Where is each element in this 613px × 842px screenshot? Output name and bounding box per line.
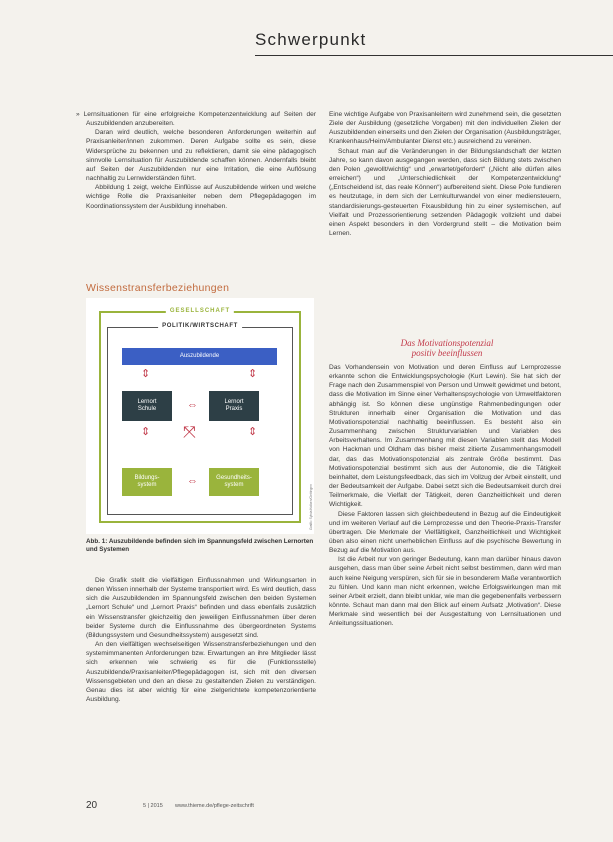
right-top-paragraph-1: Eine wichtige Aufgabe von Praxisanleitern wird zunehmend sein, die gesetzten Ziele der Ausbildung (gesetzliche Vorgaben) mit den individuellen Zielen der Auszubildenden einerseits und den Zielen der Organisation (Ausbildungsträger, Krankenhaus/Heim/Ambulanter Dienst etc.) ausreichend zu vereinen. (329, 111, 561, 146)
practice-label-line-1: Lernort (224, 398, 244, 405)
arrow-horizontal-middle: ⇔ (187, 399, 198, 411)
politics-economy-label: POLITIK/WIRTSCHAFT (158, 323, 242, 329)
arrow-right-vertical-top: ⇕ (248, 368, 258, 380)
left-bottom-paragraph-2: An den vielfältigen wechselseitigen Wissenstransferbeziehungen und den systemimmanenten Anforderungen bzw. Erwartungen an ihre Mitglieder lässt sich erkennen wie schwierig es für die (Funktionsstelle) Auszubildende/Praxisanleiter/Pflegepädagogen ist, sich mit den diversen Wissensgebieten und den an diese zu gestaltenden Zielen zu verständigen. Genau dies ist aber wichtig für eine zielgerichtete kompetenzorientierte Ausbildung. (86, 641, 316, 704)
figure (86, 298, 314, 534)
arrow-left-vertical-bottom: ⇕ (141, 426, 151, 438)
school-label-line-1: Lernort (137, 398, 157, 405)
right-bottom-paragraph-2: Diese Faktoren lassen sich gleichbedeutend in Bezug auf die Eindeutigkeit und im weiteren Verlauf auf die Lernprozesse und den Theorie-Praxis-Transfer übertragen. Die Merkmale der Vielfältigkeit, Ganzheitlichkeit und Wichtigkeit üben also einen nicht unerheblichen Einfluss auf die psychische Bewertung in Bezug auf die Motivation aus. (329, 510, 561, 555)
issue-number: 5 | 2015 (143, 803, 163, 809)
figure-caption: Abb. 1: Auszubildende befinden sich im Spannungsfeld zwischen Lernorten und Systemen (86, 538, 314, 553)
right-bottom-paragraph-3: Ist die Arbeit nur von geringer Bedeutung, kann man darüber hinaus davon ausgehen, dass man über seine Arbeit nicht selbst bestimmen, dann wird man auch keine Neigung verspüren, sich für sie in besonderem Maße verantwortlich zu fühlen. Und kann man nicht erkennen, welche Erfolgswirkungen man mit seiner Arbeit erzielt, dann bleibt unklar, wie man die gegebenenfalls verbessern könnte. Schaut man dann mal den Blick auf einem Aufsatz „Motivation“. Diese Merkmale sind wesentlich bei der Ausgestaltung von Lernsituationen und Anleitungssituationen. (329, 556, 561, 628)
practice-label-line-2: Praxis (225, 406, 243, 412)
arrow-horizontal-bottom: ⇔ (187, 475, 198, 487)
subheading-line-2: positiv beeinflussen (411, 348, 483, 358)
bullet-arrow-icon: » (76, 111, 84, 118)
section-heading: Wissenstransferbeziehungen (86, 282, 230, 294)
education-system-box (122, 468, 172, 496)
society-label: GESELLSCHAFT (166, 308, 234, 314)
education-system-line-1: Bildungs- (134, 474, 160, 481)
page-number: 20 (86, 800, 98, 811)
trainees-label: Auszubildende (179, 352, 220, 359)
school-box (122, 391, 172, 421)
arrow-right-vertical-bottom: ⇕ (248, 426, 258, 438)
health-system-line-2: system (224, 482, 244, 488)
left-column-bottom (86, 576, 316, 704)
right-bottom-paragraph-1: Das Vorhandensein von Motivation und deren Einfluss auf Lernprozesse erkannte schon die Entwicklungspsychologie (Kurt Lewin). Sie hat sich der Frage nach den Zusammenspiel von Person und Umwelt gewidmet und betont, dass die Motivation im Sinne einer Verhaltenspsychologie von Umweltfaktoren abhängig ist. So können diese ungünstige Rahmenbedingungen oder Strukturen innerhalb einer Organisation die Motivation und das Motivationspotenzial nachhaltig beeinflussen. Es besteht also ein Zusammenhang zwischen Strukturvariablen und Variablen des Arbeitsverhaltens. Im Zusammenhang mit diesen Variablen stellt das Modell von Hackman und Oldham das bisher meist zitierte Zusammenhangsmodell dar, das das Motivationspotenzial als zentrale Größe bestimmt. Das Motivationspotenzial bestimmt sich aus der Autonomie, die die Tätigkeit beinhaltet, dem Leistungsfeedback, das sich im Vollzug der Arbeit einstellt, und der Bedeutsamkeit der Aufgabe. Dabei setzt sich die Bedeutsamkeit durch drei Teilmerkmale, die Vielfalt der Tätigkeit, deren Ganzheitlichkeit und deren Wichtigkeit. (329, 364, 561, 509)
right-top-paragraph-2: Schaut man auf die Veränderungen in der Bildungslandschaft der letzten Jahre, so kann davon ausgegangen werden, dass sich Bildung stets zwischen den Polen „gewollt/wichtig“ und „erwartet/gefordert“ („Nicht alle dürfen alles erreichen“) und „Unterschiedlichkeit der Kompetenzentwicklung“ („Entscheidend ist, das reale Können“) aufbereitend sieht. Diese Pole fundieren es heutzutage, in dem sich der Lernkulturwandel von einer mediensteuern, standardisierungs-gesteuerten Fixausbildung hin zu einer systemischen, auf Vielfalt und Prozessorientierung setzenden Pädagogik vollzieht und dabei einen Aspekt besonders in den Vordergrund stellt – die Motivation beim Lernen. (329, 147, 561, 238)
left-top-paragraph-1: Daran wird deutlich, welche besonderen Anforderungen weiterhin auf Praxisanleiter/innen zukommen. Deren Aufgabe sollte es sein, diese Widersprüche zu bekennen und zu reflektieren, damit sie eine pädagogisch sinnvolle Lernsituation für Auszubildende schaffen können. Andernfalls bleibt auf Seiten der Auszubildenden nur eine Irritation, die eine Auflösung nachhaltig zu Lernwiderständen führt. (86, 129, 316, 183)
left-top-paragraph-2: Abbildung 1 zeigt, welche Einflüsse auf Auszubildende wirken und welche wichtige Rolle die Praxisanleiter neben dem Pflegepädagogen im Koordinationssystem der Ausbildung innehaben. (86, 184, 316, 210)
figure-credit: Grafik: Sylvia Kolben/Oettingen (309, 484, 313, 530)
school-label-line-2: Schule (137, 406, 157, 412)
health-system-box (209, 468, 259, 496)
education-system-line-2: system (137, 482, 157, 488)
header-rule (255, 55, 613, 56)
arrow-cross: ⤧ (183, 424, 196, 441)
practice-box (209, 391, 259, 421)
left-column-top (76, 110, 316, 211)
health-system-line-1: Gesundheits- (216, 474, 252, 481)
footer-url: www.thieme.de/pflege-zeitschrift (175, 803, 254, 809)
trainees-box (122, 348, 277, 365)
arrow-left-vertical-top: ⇕ (141, 368, 151, 380)
left-bottom-paragraph-1: Die Grafik stellt die vielfältigen Einflussnahmen und Wirkungsarten in denen Wissen innerhalb der Systeme transportiert wird. Es wird deutlich, dass sich die Auszubildenden im Spannungsfeld zwischen den beiden Systemen „Lernort Schule“ und „Lernort Praxis“ befinden und dass ebenfalls zusätzlich ein Wissenstransfer gleichzeitig den jeweiligen Einflussnahmen über deren beider Systeme durch die Einflussnahme des übergeordneten Systems (Bildungssystem und Gesundheitssystem) ausgesetzt sind. (86, 577, 316, 639)
right-column-bottom (329, 363, 561, 629)
subheading (338, 338, 556, 358)
subheading-line-1: Das Motivationspotenzial (400, 338, 494, 348)
section-title: Schwerpunkt (255, 30, 367, 49)
right-column-top (329, 110, 561, 238)
left-top-bullet-text: Lernsituationen für eine erfolgreiche Kompetenzentwicklung auf Seiten der Auszubildenden anzubereiten. (83, 111, 317, 128)
